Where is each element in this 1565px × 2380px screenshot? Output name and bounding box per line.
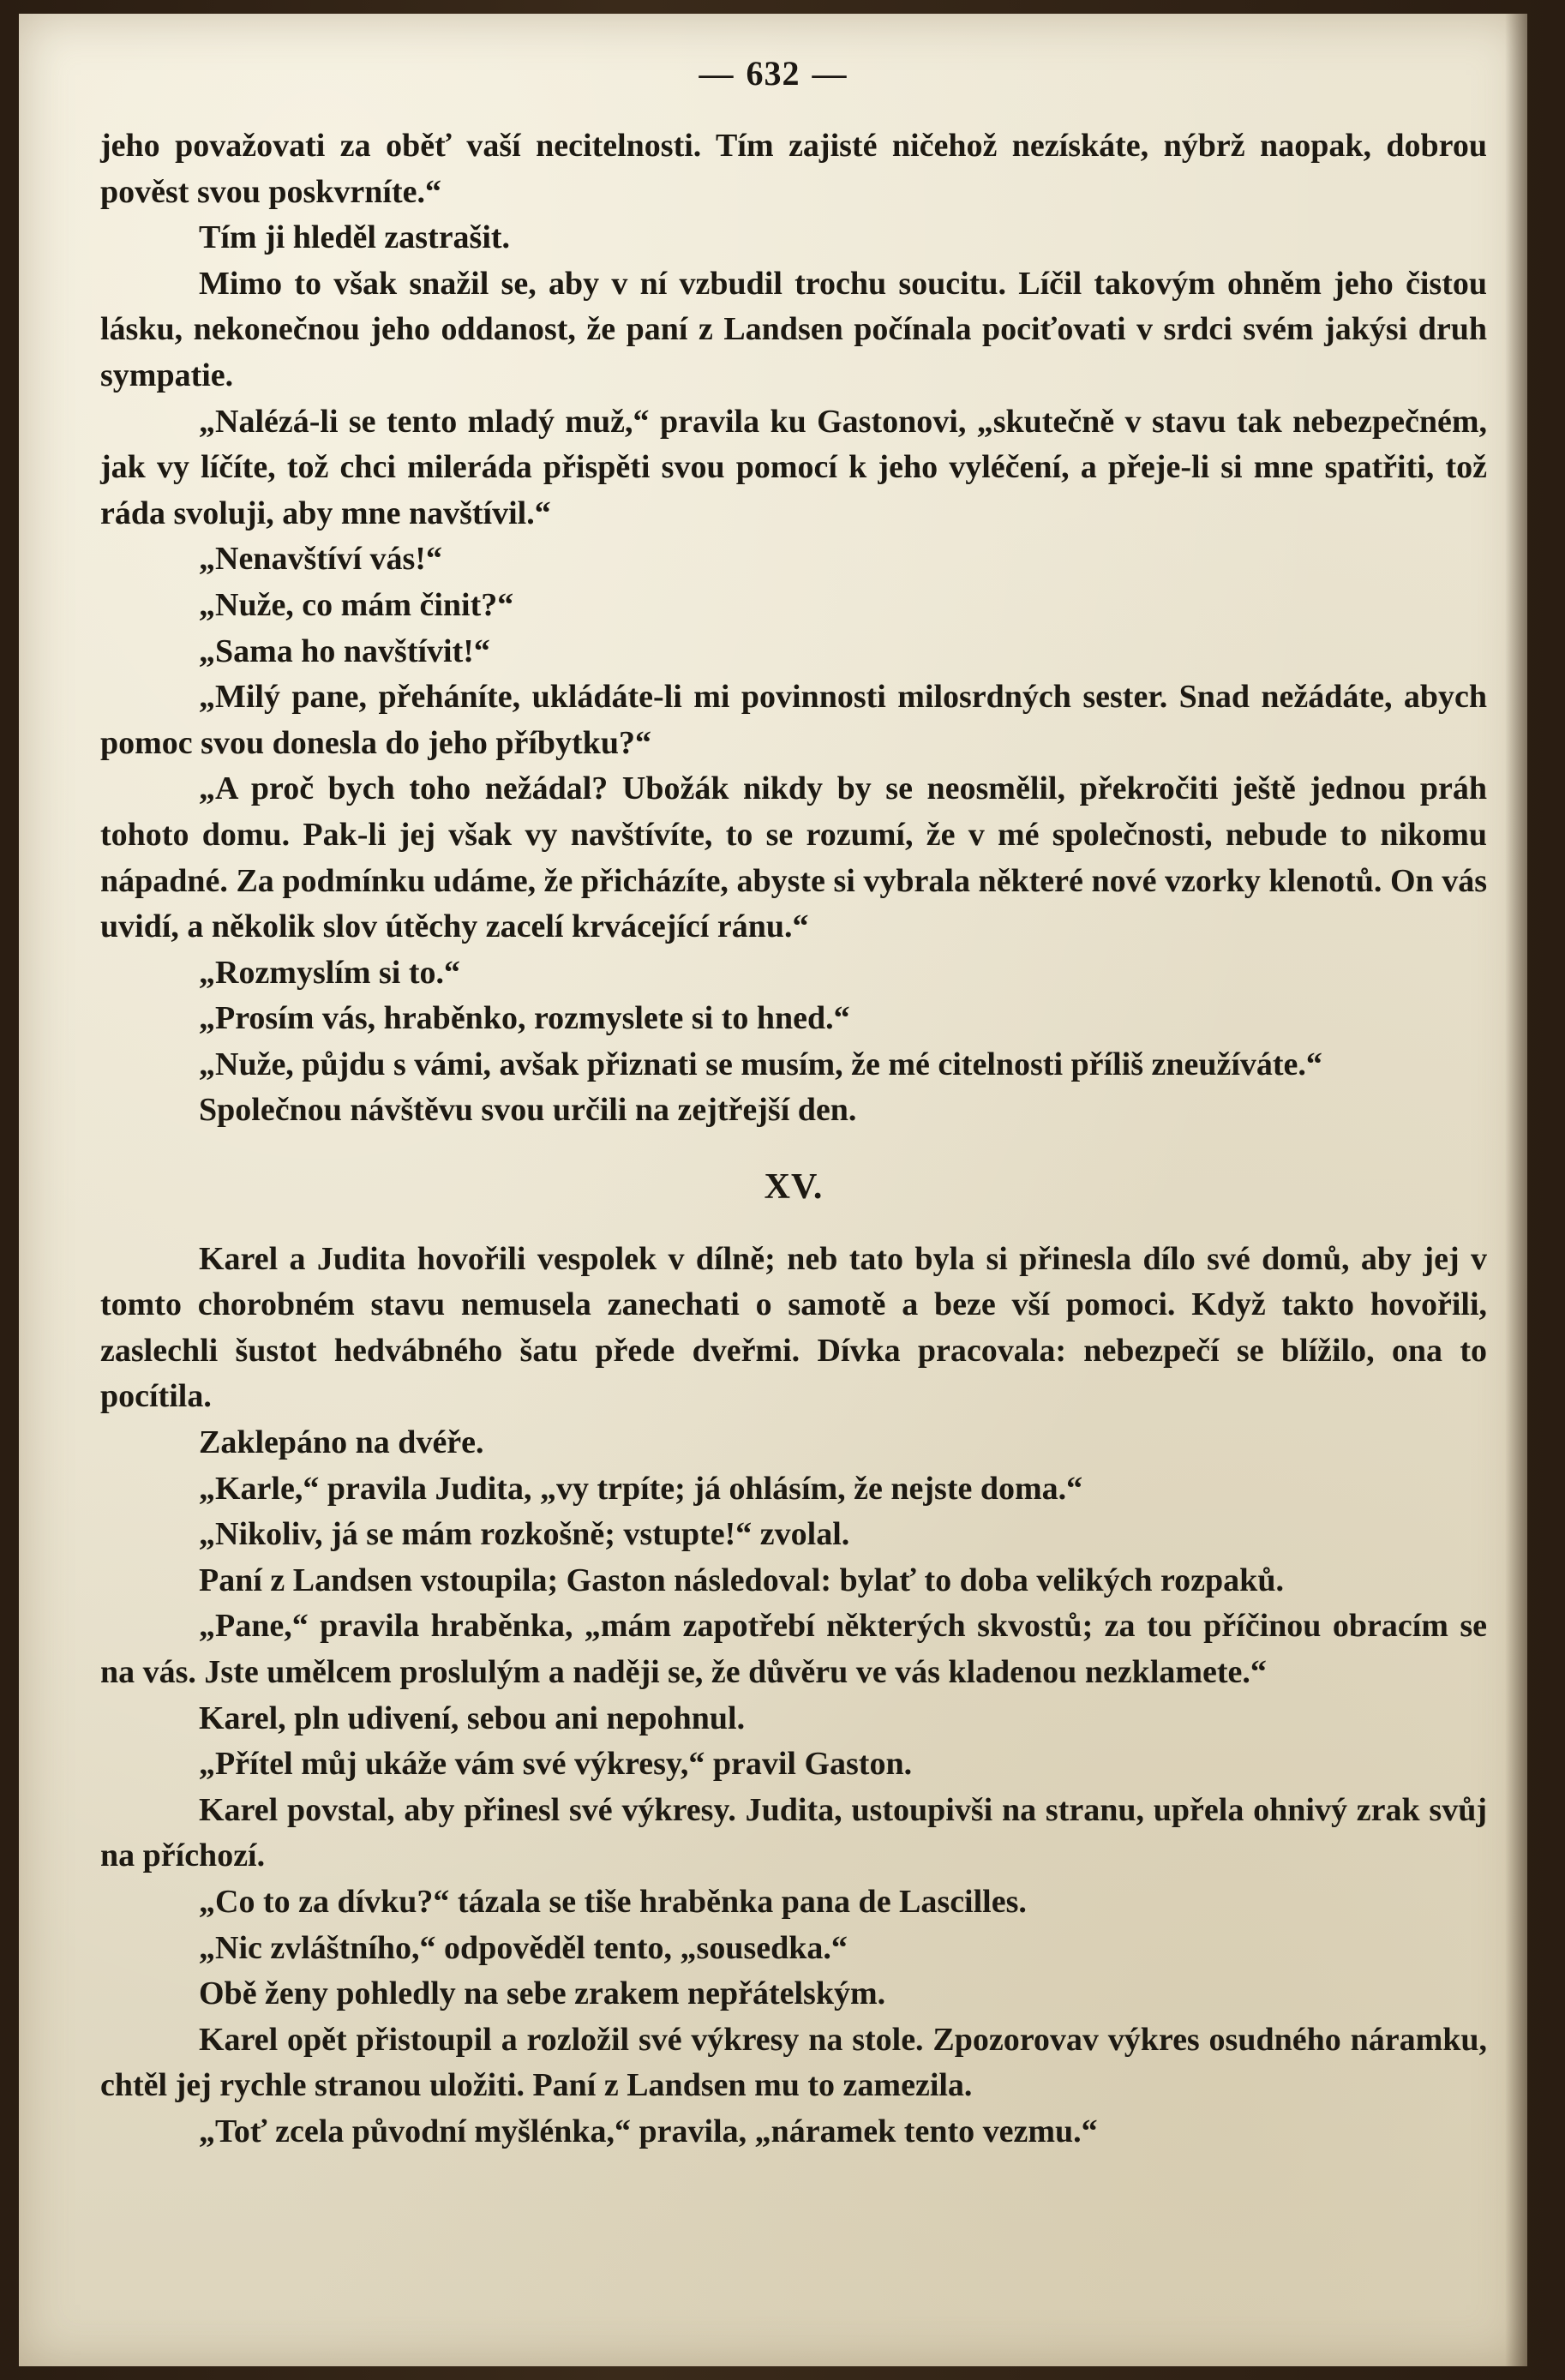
paragraph: „Nikoliv, já se mám rozkošně; vstupte!“ zvolal. bbox=[199, 1516, 850, 1553]
paragraph: Karel, pln udivení, sebou ani nepohnul. bbox=[199, 1700, 746, 1736]
paragraph: „Nic zvláštního,“ odpověděl tento, „sousedka.“ bbox=[199, 1929, 848, 1966]
page-header bbox=[19, 53, 1527, 93]
page-number: 632 bbox=[746, 54, 800, 93]
paragraph: Obě ženy pohledly na sebe zrakem nepřátelským. bbox=[199, 1975, 886, 2012]
paragraph: Karel opět přistoupil a rozložil své výkresy na stole. Zpozorovav výkres osudného náramku, chtěl jej rychle stranou uložiti. Paní z Landsen mu to zamezila. bbox=[100, 2021, 1487, 2104]
paragraph: Mimo to však snažil se, aby v ní vzbudil trochu soucitu. Líčil takovým ohněm jeho čistou lásku, nekonečnou jeho oddanost, že paní z Landsen počínala pociťovati v srdci svém jakýsi druh sympatie. bbox=[100, 265, 1487, 393]
chapter-heading: XV. bbox=[764, 1167, 824, 1208]
paragraph: Zaklepáno na dvéře. bbox=[199, 1424, 484, 1461]
paragraph: „A proč bych toho nežádal? Ubožák nikdy by se neosmělil, překročiti ještě jednou práh tohoto domu. Pak-li jej však vy navštívíte, to se rozumí, že v mé společnosti, nebude to nikomu nápadné. Za podmínku udáme, že přicházíte, abyste si vybrala některé nové vzorky klenotů. On vás uvidí, a několik slov útěchy zacelí krvácející ránu.“ bbox=[100, 770, 1487, 945]
paragraph: „Rozmyslím si to.“ bbox=[199, 954, 461, 991]
book-page bbox=[19, 14, 1527, 2366]
paragraph: „Sama ho navštívit!“ bbox=[199, 632, 490, 669]
paragraph: „Nalézá-li se tento mladý muž,“ pravila ku Gastonovi, „skutečně v stavu tak nebezpečném, jak vy líčíte, tož chci mileráda přispěti svou pomocí k jeho vyléčení, a přeje-li si mne spatřiti, tož ráda svoluji, aby mne navštívil.“ bbox=[100, 403, 1487, 531]
paragraph: „Prosím vás, hraběnko, rozmyslete si to hned.“ bbox=[199, 1000, 850, 1037]
paragraph: Karel povstal, aby přinesl své výkresy. Judita, ustoupivši na stranu, upřela ohnivý zrak svůj na příchozí. bbox=[100, 1791, 1487, 1874]
paragraph: „Přítel můj ukáže vám své výkresy,“ pravil Gaston. bbox=[199, 1746, 913, 1783]
paragraph: „Nuže, co mám činit?“ bbox=[199, 586, 514, 623]
paragraph: Karel a Judita hovořili vespolek v dílně; neb tato byla si přinesla dílo své domů, aby jej v tomto chorobném stavu nemusela zanechati o samotě a beze vší pomoci. Když takto hovořili, zaslechli šustot hedvábného šatu přede dveřmi. Dívka pracovala: nebezpečí se blížilo, ona to pocítila. bbox=[100, 1240, 1487, 1415]
paragraph: „Co to za dívku?“ tázala se tiše hraběnka pana de Lascilles. bbox=[199, 1883, 1027, 1920]
paragraph: „Nuže, půjdu s vámi, avšak přiznati se musím, že mé citelnosti příliš zneužíváte.“ bbox=[199, 1046, 1322, 1082]
paragraph: „Toť zcela původní myšlénka,“ pravila, „náramek tento vezmu.“ bbox=[199, 2113, 1098, 2149]
paragraph: „Karle,“ pravila Judita, „vy trpíte; já ohlásím, že nejste doma.“ bbox=[199, 1470, 1083, 1507]
paragraph: „Milý pane, přeháníte, ukládáte-li mi povinnosti milosrdných sester. Snad nežádáte, abych pomoc svou donesla do jeho příbytku?“ bbox=[100, 679, 1487, 761]
paragraph: Tím ji hleděl zastrašit. bbox=[199, 219, 511, 256]
page-body bbox=[100, 123, 1487, 2155]
paragraph: „Pane,“ pravila hraběnka, „mám zapotřebí některých skvostů; za tou příčinou obracím se na vás. Jste umělcem proslulým a naději se, že důvěru ve vás kladenou nezklamete.“ bbox=[100, 1608, 1487, 1690]
paragraph: „Nenavštíví vás!“ bbox=[199, 541, 442, 578]
paragraph: jeho považovati za oběť vaší necitelnosti. Tím zajisté ničehož nezískáte, nýbrž naopak, dobrou pověst svou poskvrníte.“ bbox=[100, 128, 1487, 210]
header-dash-right: — bbox=[812, 54, 848, 93]
paragraph: Paní z Landsen vstoupila; Gaston následoval: bylať to doba velikých rozpaků. bbox=[199, 1562, 1284, 1598]
page-edge-shadow bbox=[1505, 14, 1527, 2366]
header-dash-left: — bbox=[699, 54, 735, 93]
paragraph: Společnou návštěvu svou určili na zejtřejší den. bbox=[199, 1092, 857, 1129]
